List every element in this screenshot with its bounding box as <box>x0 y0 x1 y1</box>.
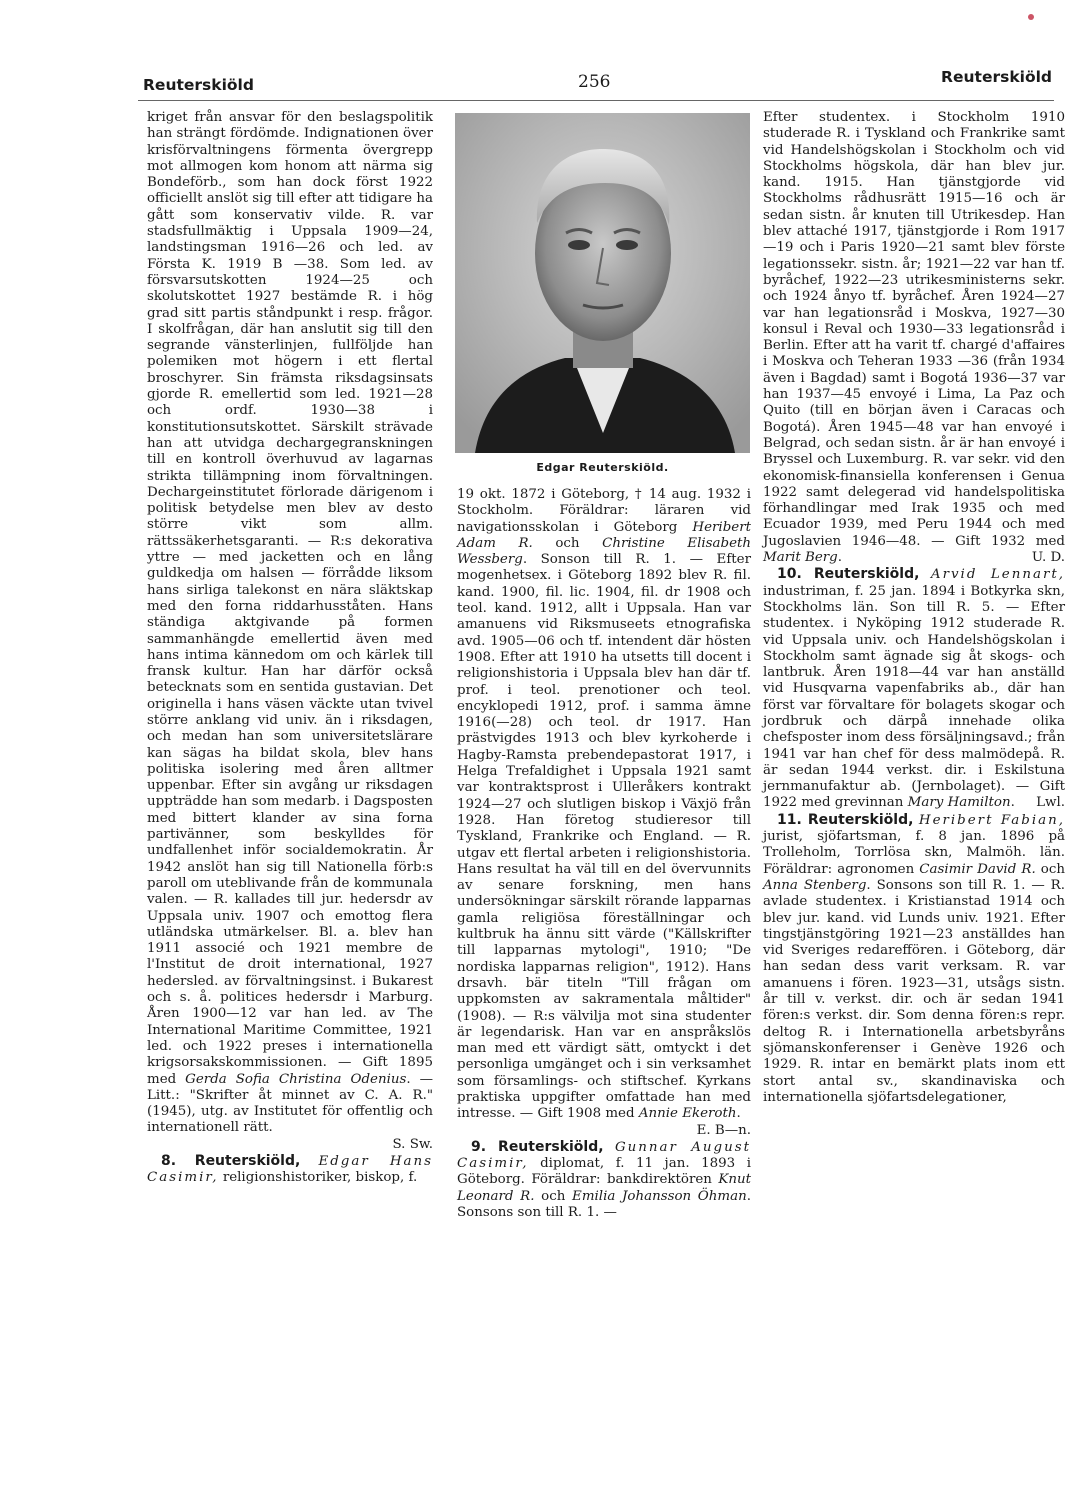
entry-given-names: Heribert Fabian, <box>918 812 1065 828</box>
spouse-name: Gerda Sofia Christina Odenius <box>185 1071 407 1087</box>
author-signature: E. B—n. <box>696 1122 751 1138</box>
author-signature: Lwl. <box>1036 795 1065 811</box>
parent-name: Christine Elisabeth Wessberg <box>457 535 751 568</box>
entry-heading: 10. Reuterskiöld, <box>777 566 920 583</box>
spouse-name: Marit Berg <box>763 550 838 566</box>
entry-10: 10. Reuterskiöld, Arvid Lennart, industriman, f. 25 jan. 1894 i Botkyrka skn, Stockholms län. Son till R. 5. — Efter studentex. i Nyköping 1912 studerade R. vid Uppsala univ. och Handelshögskolan i Stockholm samt ägnade sig åt skogs- och lantbruk. Åren 1918—44 var han anställd vid Husqvarna vapenfabriks ab., där han först var förvaltare för bolagets skogar och jordbruk och därpå innehade olika chefsposter inom dess försäljningsavd.; från 1941 var han chef för dess malmödepå. R. är sedan 1944 verkst. dir. i Eskilstuna jernmanufaktur ab. (Jernbolaget). — Gift 1922 med grevinnan Mary Hamilton. Lwl. <box>763 566 1065 811</box>
entry-heading: 11. Reuterskiöld, <box>777 811 914 828</box>
entry-heading: 8. Reuterskiöld, <box>161 1153 301 1169</box>
entry-9-body: Efter studentex. i Stockholm 1910 studerade R. i Tyskland och Frankrike samt vid Handelshögskolan i Stockholm och vid Stockholms högskola, där han blev jur. kand. 1915. Han tjänstgjorde vid Stockholms rådhusrätt 1915—16 och är sedan sistn. år knuten till Utrikesdep. Han blev attaché 1917, tjänstgjorde i Rom 1917 —19 och i Paris 1920—21 samt blev förste legationssekr. sistn. år; 1921—22 var han tf. byråchef, 1922—23 utrikesministerns sekr. och 1924 ånyo tf. byråchef. Åren 1924—27 var han legationsråd i Moskva, 1927—30 konsul i Reval och 1930—33 legationsråd i Berlin. Efter att ha varit tf. chargé d'affaires i Moskva och Teheran 1933 —36 (från 1934 även i Bagdad) samt i Bogotá 1936—37 var han 1937—45 envoyé i Lima, La Paz och Quito (till en början även i Caracas och Bogotá). Åren 1945—48 var han envoyé i Belgrad, och sedan sistn. år är han envoyé i Bryssel och Luxemburg. R. var sekr. vid den ekonomisk-finansiella konferensen i Genua 1922 samt delegerad vid handelspolitiska förhandlingar med Irak 1935 och med Ecuador 1939, med Peru 1944 och med Jugoslavien 1946—48. — Gift 1932 med Marit Berg. U. D. <box>763 110 1065 566</box>
signature-row <box>147 1137 433 1153</box>
header-left-title: Reuterskiöld <box>143 76 254 94</box>
header-rule <box>138 100 1054 101</box>
entry-given-names: Gunnar August Casimir, <box>457 1139 751 1172</box>
author-signature: U. D. <box>1031 550 1065 566</box>
entry-8-start: 8. Reuterskiöld, Edgar Hans Casimir, religionshistoriker, biskop, f. <box>147 1153 434 1186</box>
parent-name: Anna Stenberg <box>763 877 867 893</box>
header-right-title: Reuterskiöld <box>941 68 1052 86</box>
page-number: 256 <box>578 72 611 92</box>
spouse-name: Annie Ekeroth <box>638 1106 737 1122</box>
entry-given-names: Edgar Hans Casimir, <box>147 1154 434 1186</box>
portrait-photo <box>455 113 750 453</box>
column-1 <box>147 110 433 1187</box>
entry-7-continuation: kriget från ansvar för den beslagspolitik han strängt fördömde. Indignationen över krisförvaltningens förmenta övergrepp mot allmogen kom honom att närma sig Bondeförb., som han dock först 1922 officiellt anslöt sig till efter att tidigare ha gått som konservativ vilde. R. var stadsfullmäktig i Uppsala 1909—24, landstingsman 1916—26 och led. av Första K. 1919 B —38. Som led. av försvarsutskotten 1924—25 och skolutskottet 1927 bestämde R. i hög grad sitt partis ståndpunkt i resp. frågor. I skolfrågan, där han anslutit sig till den segrande vänsterlinjen, fullföljde han polemiken mot högern i ett flertal broschyrer. Sin främsta riksdagsinsats gjorde R. emellertid som led. 1921—28 och ordf. 1930—38 i konstitutionsutskottet. Särskilt strävade han att utvidga dechargegranskningen till en kontroll överhuvud av lagarnas strikta tillämpning inom förvaltningen. Dechargeinstitutet förlorade därigenom i politisk betydelse men blev av desto större vikt som allm. rättssäkerhetsgaranti. — R:s dekorativa yttre — med jacketten och en lång guldkedja om halsen — förrådde liksom hans sirliga talekonst en nära släktskap med den forna riddarhusståten. Hans ständiga aktgivande på formen sammanhängde emellertid även med hans intima kännedom om och kärlek till fransk kultur. Han har därför också betecknats som en sentida gustavian. Det originella i hans väsen väckte utan tvivel större anklang vid univ. än i riksdagen, och medan han som universitetslärare kan sägas ha bildat skola, blev hans politiska isolering med åren alltmer uppenbar. Efter sin avgång ur riksdagen uppträdde han som medarb. i Dagsposten med bittert klander av sina forna partivänner, som beskylldes för undfallenhet inför socialdemokratin. År 1942 anslöt han sig till Nationella förb:s paroll om uteblivande från de kommunala valen. — R. kallades till jur. hedersdr av Uppsala univ. 1907 och emottog flera utländska utmärkelser. Bl. a. blev han 1911 associé och 1921 membre de l'Institut de droit international, 1927 hedersled. av förvaltningsinst. i Bukarest och s. å. politices hedersdr i Marburg. Åren 1900—12 var han led. av The International Maritime Committee, 1921 led. och 1922 preses i internationella krigsorsakskommissionen. — Gift 1895 med Gerda Sofia Christina Odenius. — Litt.: "Skrifter åt minnet av C. A. R." (1945), utg. av Institutet för offentlig och internationell rätt. S. Sw. <box>147 110 434 1152</box>
entry-given-names: Arvid Lennart, <box>930 567 1065 583</box>
parent-name: Casimir David R. <box>919 861 1036 877</box>
running-header <box>0 66 1092 96</box>
portrait-caption: Edgar Reuterskiöld. <box>536 461 669 474</box>
parent-name: Emilia Johansson Öhman <box>572 1188 747 1204</box>
entry-9-start: 9. Reuterskiöld, Gunnar August Casimir, diplomat, f. 11 jan. 1893 i Göteborg. Föräldrar: bankdirektören Knut Leonard R. och Emilia Johansson Öhman. Sonsons son till R. 1. — <box>457 1138 751 1221</box>
column-3 <box>763 110 1065 1106</box>
entry-8-body: 19 okt. 1872 i Göteborg, † 14 aug. 1932 i Stockholm. Föräldrar: läraren vid navigationsskolan i Göteborg Heribert Adam R. och Christine Elisabeth Wessberg. Sonson till R. 1. — Efter mogenhetsex. i Göteborg 1892 blev R. fil. kand. 1900, fil. lic. 1904, fil. dr 1908 och teol. kand. 1912, allt i Uppsala. Han var amanuens vid Riksmuseets etnografiska avd. 1905—06 och tf. intendent där hösten 1908. Efter att 1910 ha utsetts till docent i religionshistoria i Uppsala blev han där tf. prof. i teol. prenotioner och teol. encyklopedi 1912, prof. i samma ämne 1916(—28) och teol. dr 1917. Han prästvigdes 1913 och blev kyrkoherde i Hagby-Ramsta prebendepastorat 1917, i Helga Trefaldighet i Uppsala 1921 samt var kontraktsprost i Ulleråkers kontrakt 1924—27 och slutligen biskop i Växjö från 1928. Han företog studieresor till Tyskland, Frankrike och England. — R. utgav ett flertal arbeten i religionshistoria. Hans resultat ha väl till en del övervunnits av senare forskning, men hans undersökningar särskilt rörande lapparnas gamla religiösa föreställningar och kultbruk ha ännu sitt värde ("Källskrifter till lapparnas mytologi", 1910; "De nordiska lapparnas religion", 1912). Hans drsavh. bär titeln "Till frågan om uppkomsten av sakramentala måltider" (1908). — R:s välvilja mot sina studenter är legendarisk. Han var en anspråkslös man med ett värdigt sätt, omtyckt i det personliga umgänget och i sin verksamhet som församlings- och stiftschef. Kyrkans praktiska uppgifter omfattade han med intresse. — Gift 1908 med Annie Ekeroth. E. B—n. <box>457 487 751 1138</box>
portrait-image <box>455 113 750 453</box>
column-2 <box>457 487 751 1221</box>
spouse-name: Mary Hamilton <box>907 795 1011 811</box>
parent-name: Knut Leonard R. <box>457 1172 751 1204</box>
entry-heading: 9. Reuterskiöld, <box>471 1138 604 1155</box>
parent-name: Heribert Adam R. <box>457 519 751 551</box>
ink-mark <box>1028 14 1034 20</box>
author-signature: S. Sw. <box>392 1136 433 1152</box>
entry-11: 11. Reuterskiöld, Heribert Fabian, jurist, sjöfartsman, f. 8 jan. 1896 på Trolleholm, Torrlösa skn, Malmöh. län. Föräldrar: agronomen Casimir David R. och Anna Stenberg. Sonsons son till R. 1. — R. avlade studentex. i Kristianstad 1914 och blev jur. kand. vid Lunds univ. 1921. Efter tingstjänstgöring 1921—23 anställdes han vid Sveriges redareffören. i Göteborg, där han sedan dess varit verksam. R. var amanuens i fören. 1923—31, utsågs sistn. år till v. verkst. dir. och är sedan 1941 fören:s verkst. dir. Som denna fören:s repr. deltog R. i Internationella arbetsbyråns sjömanskonferenser i Genève 1926 och 1929. R. intar en bemärkt plats inom ett stort antal sv., skandinaviska och internationella sjöfartsdelegationer, <box>763 811 1065 1105</box>
